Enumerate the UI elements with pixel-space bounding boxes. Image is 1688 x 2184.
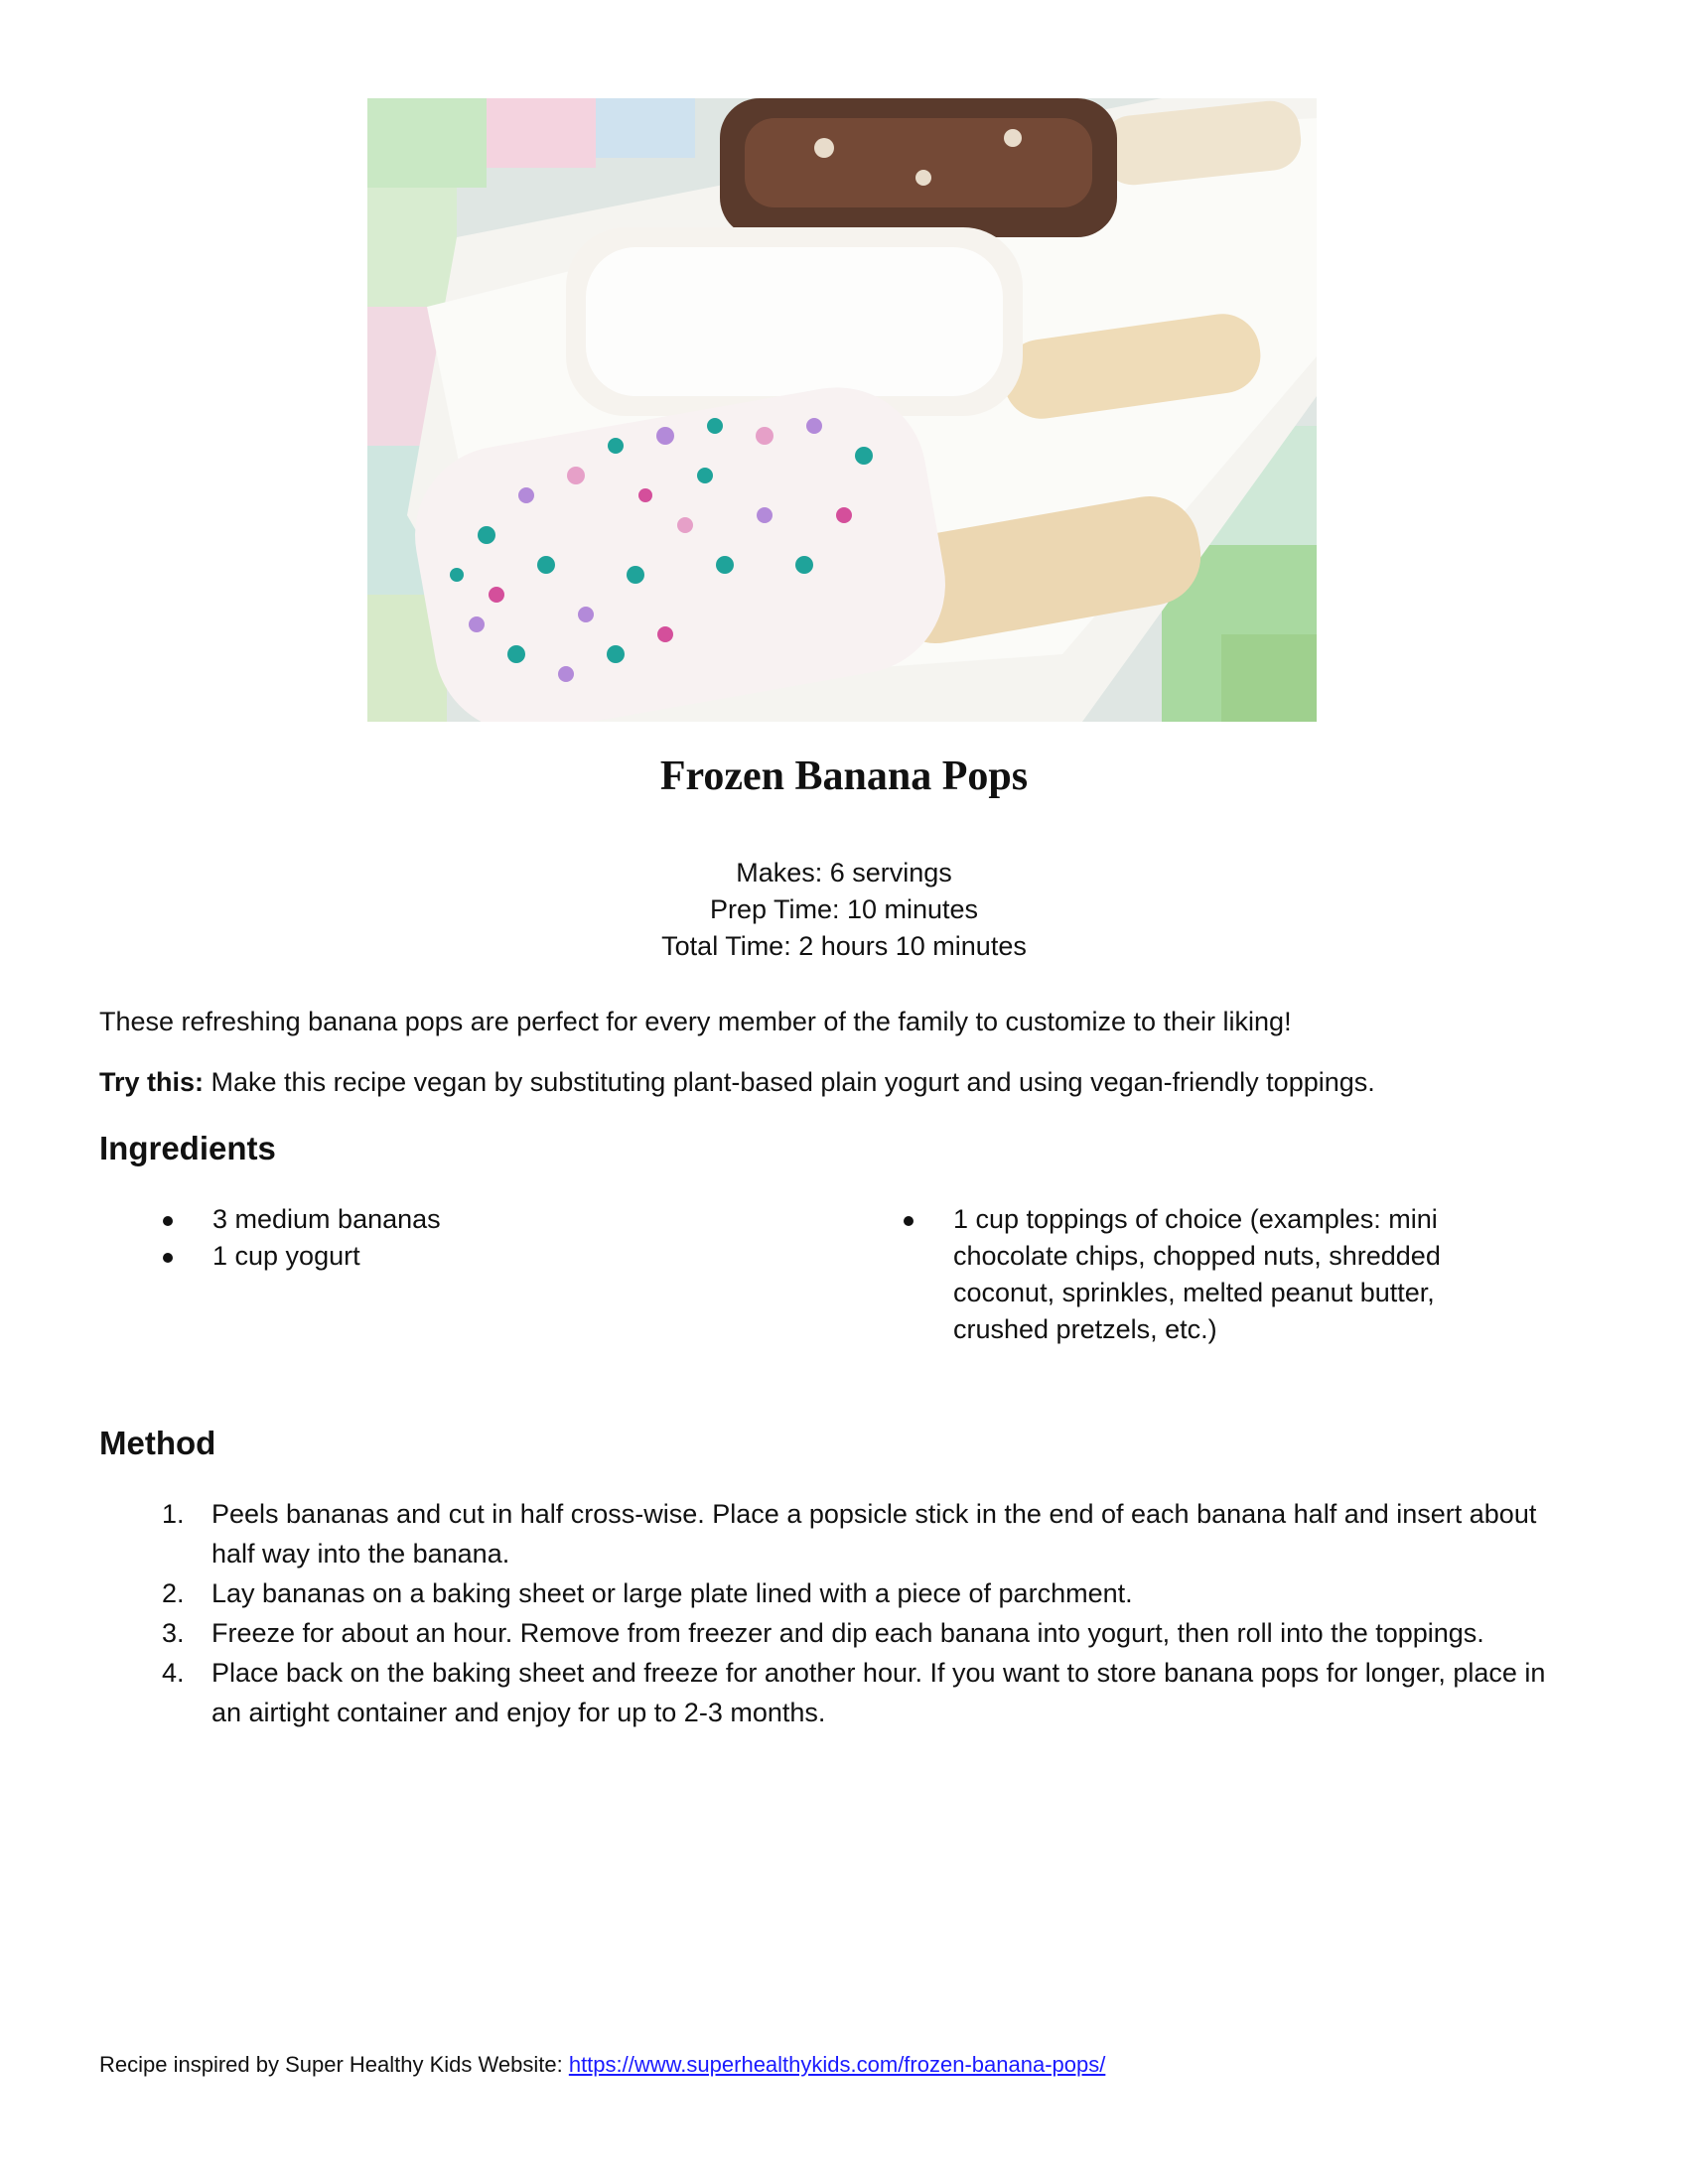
method-step	[162, 1653, 1582, 1732]
footer-text: Recipe inspired by Super Healthy Kids Website:	[99, 2052, 569, 2077]
step-number: 2.	[162, 1578, 185, 1608]
recipe-title: Frozen Banana Pops	[659, 753, 1029, 799]
ingredients-list-right	[953, 1201, 1489, 1348]
total-time-text: Total Time: 2 hours 10 minutes	[661, 931, 1027, 961]
recipe-photo	[367, 98, 1317, 722]
bullet-icon	[163, 1253, 173, 1263]
ingredient-text: 3 medium bananas	[212, 1204, 441, 1234]
step-text: Peels bananas and cut in half cross-wise. Place a popsicle stick in the end of each banana half and insert about half way into the banana.	[211, 1499, 1537, 1569]
try-this-label: Try this:	[99, 1067, 205, 1097]
step-text: Freeze for about an hour. Remove from freezer and dip each banana into yogurt, then roll into the toppings.	[211, 1618, 1484, 1648]
step-text: Lay bananas on a baking sheet or large plate lined with a piece of parchment.	[211, 1578, 1133, 1608]
bullet-icon	[163, 1216, 173, 1226]
list-item	[953, 1201, 1489, 1348]
frozen-banana-pops-photo-icon	[367, 98, 1317, 722]
method-step	[162, 1613, 1582, 1653]
ingredients-list-left	[212, 1201, 828, 1275]
method-steps	[162, 1494, 1582, 1732]
bullet-icon	[904, 1216, 914, 1226]
footer-credit	[99, 2050, 1105, 2080]
try-this-text: Make this recipe vegan by substituting plant-based plain yogurt and using vegan-friendly toppings.	[204, 1067, 1375, 1097]
list-item	[212, 1238, 828, 1275]
try-this-note	[99, 1064, 1609, 1100]
ingredient-text: 1 cup yogurt	[212, 1241, 360, 1271]
makes-text: Makes: 6 servings	[736, 858, 952, 887]
intro-text: These refreshing banana pops are perfect for every member of the family to customize to their liking!	[99, 1007, 1292, 1036]
step-number: 1.	[162, 1499, 185, 1529]
ingredient-text: 1 cup toppings of choice (examples: mini chocolate chips, chopped nuts, shredded coconut, sprinkles, melted peanut butter, crushed pretzels, etc.)	[953, 1204, 1441, 1344]
method-step	[162, 1494, 1582, 1573]
method-heading: Method	[99, 1425, 216, 1461]
recipe-meta	[0, 855, 1688, 965]
step-text: Place back on the baking sheet and freeze for another hour. If you want to store banana pops for longer, place in an airtight container and enjoy for up to 2-3 months.	[211, 1658, 1546, 1727]
method-step	[162, 1573, 1582, 1613]
prep-time-text: Prep Time: 10 minutes	[709, 894, 979, 924]
ingredients-heading: Ingredients	[99, 1130, 276, 1166]
source-link[interactable]: https://www.superhealthykids.com/frozen-banana-pops/	[568, 2052, 1106, 2077]
list-item	[212, 1201, 828, 1238]
step-number: 4.	[162, 1658, 185, 1688]
step-number: 3.	[162, 1618, 185, 1648]
